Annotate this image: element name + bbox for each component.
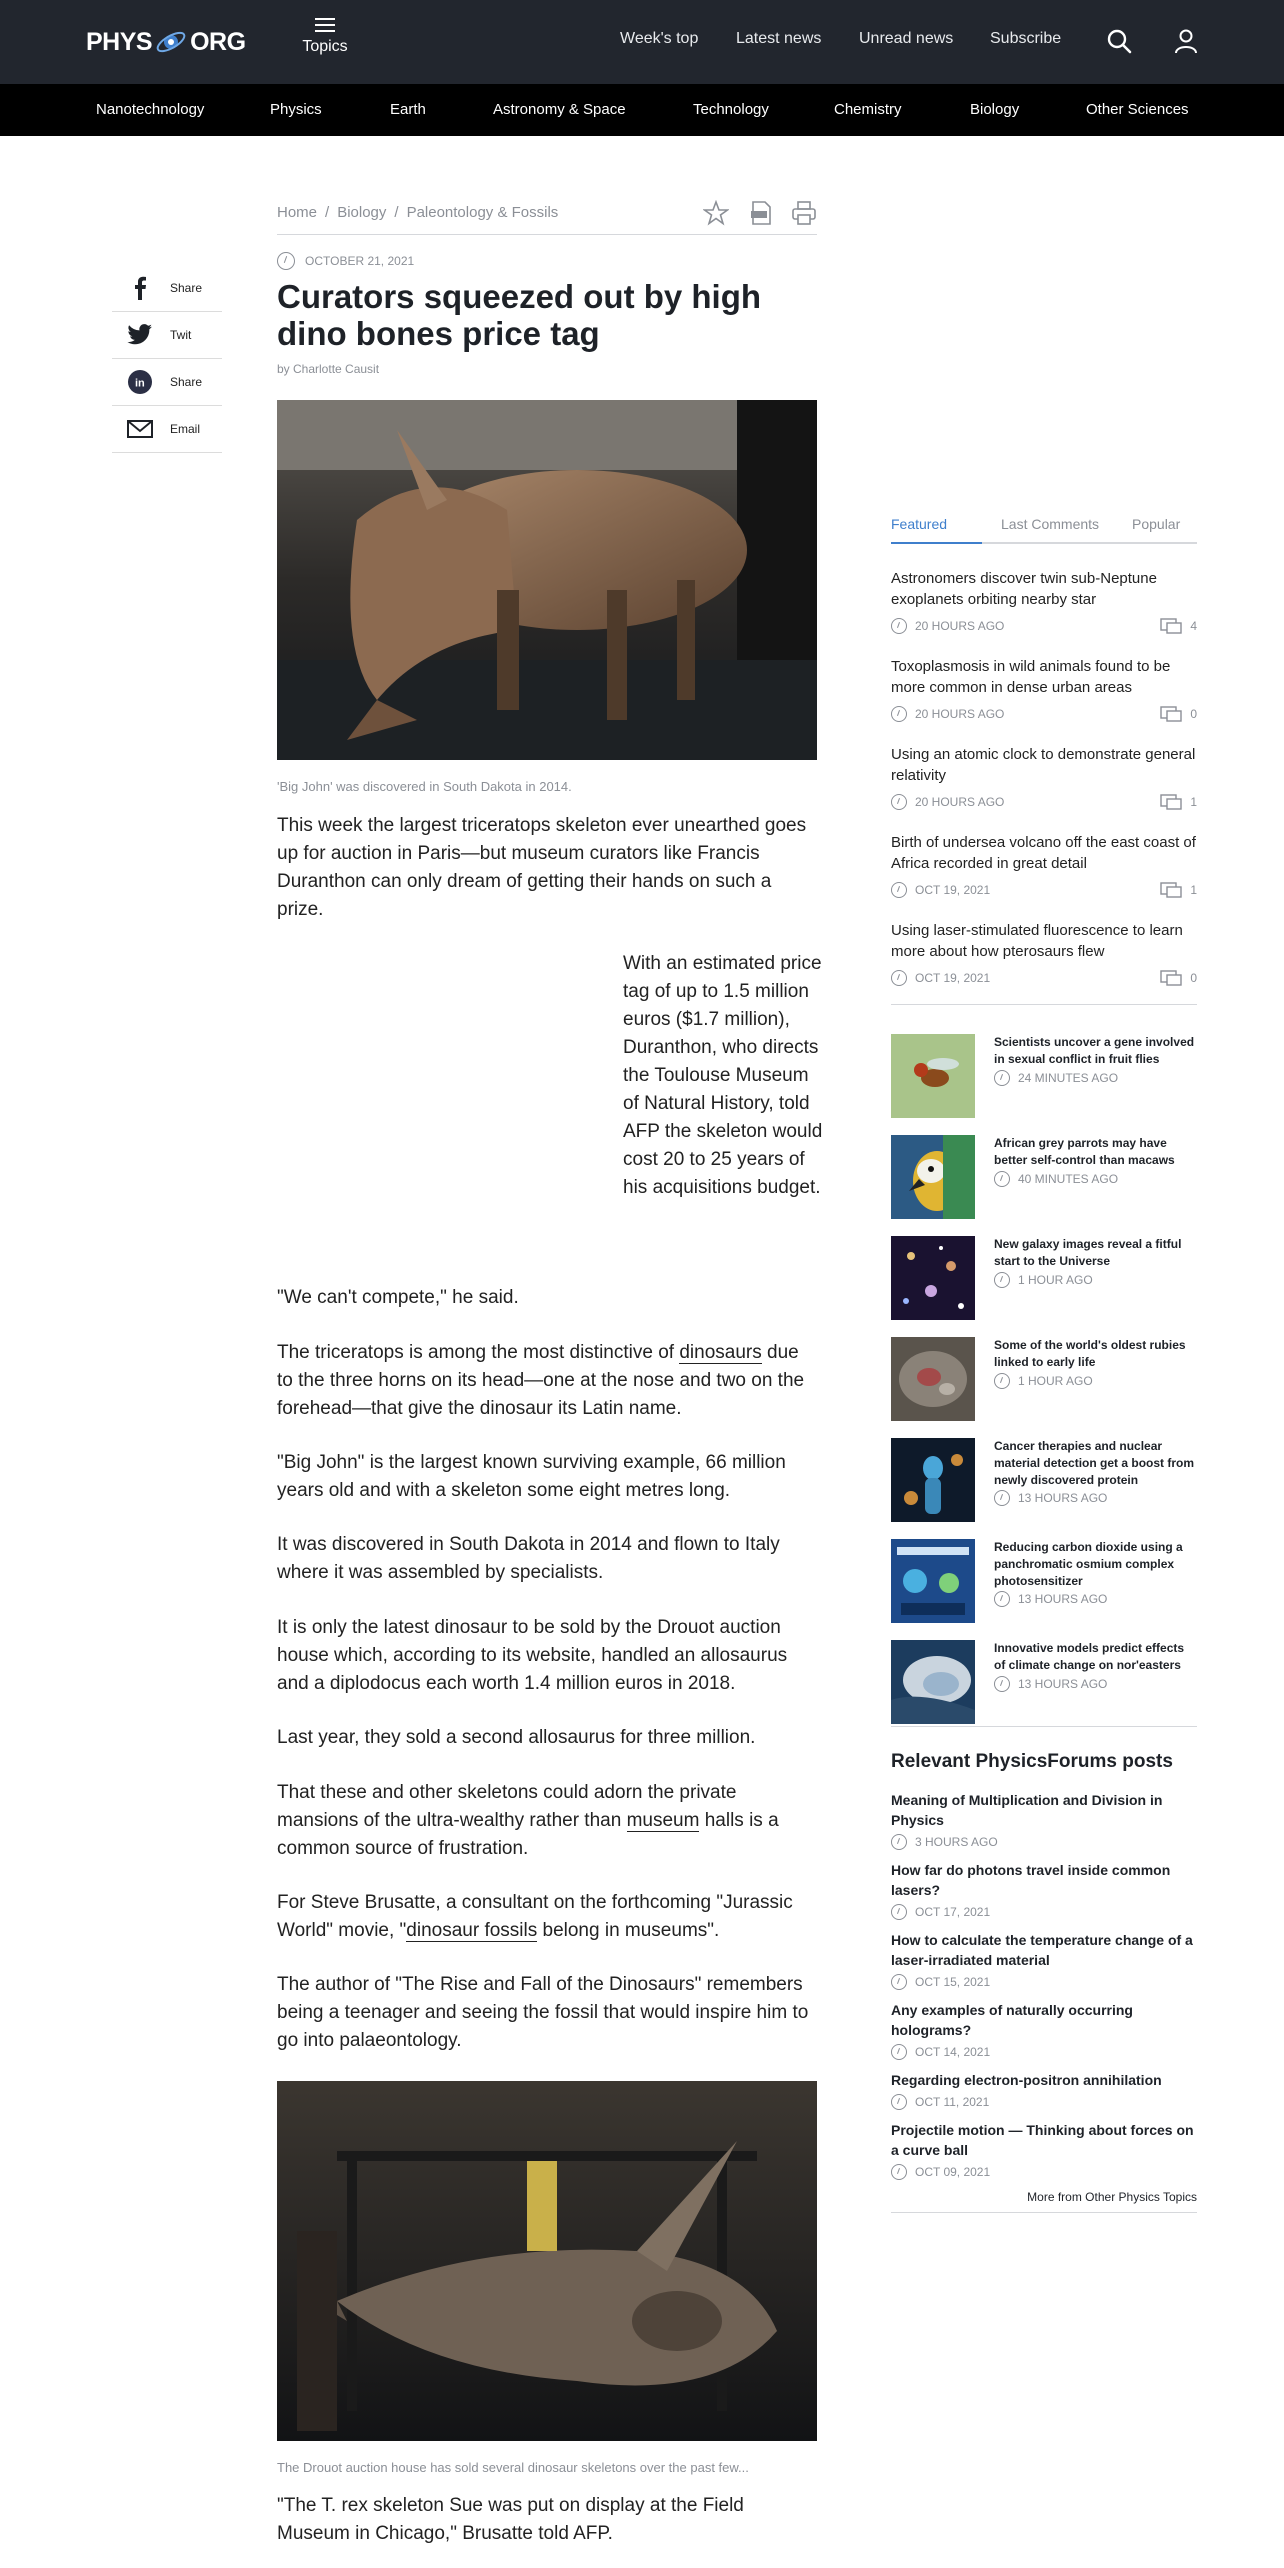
carbon-dioxide-thumbnail (891, 1539, 975, 1623)
forum-post-title[interactable]: Meaning of Multiplication and Division in Physics (891, 1792, 1163, 1828)
paragraph-4-text-a: The triceratops is among the most distinctive of (277, 1342, 680, 1363)
comment-count: 1 (1190, 795, 1197, 809)
comment-count: 4 (1190, 619, 1197, 633)
featured-item-2[interactable] (891, 656, 1197, 722)
forum-post-time: OCT 17, 2021 (915, 1905, 991, 1919)
search-icon[interactable] (1105, 27, 1133, 55)
forum-post-title[interactable]: Projectile motion — Thinking about forces on a curve ball (891, 2122, 1194, 2158)
clock-icon (891, 1834, 907, 1850)
sidebar-tabs (891, 508, 1197, 544)
share-panel (112, 265, 222, 453)
comments-icon (1160, 794, 1182, 810)
forum-post-title[interactable]: How far do photons travel inside common lasers? (891, 1862, 1171, 1898)
clock-icon (994, 1373, 1010, 1389)
paragraph-9 (277, 1779, 817, 1863)
link-dinosaurs[interactable]: dinosaurs (679, 1342, 762, 1363)
clock-icon (891, 970, 907, 986)
news-item-7[interactable] (891, 1640, 1197, 1724)
article-title: Curators squeezed out by high dino bones price tag (277, 278, 762, 352)
tab-featured[interactable]: Featured (891, 516, 948, 532)
pdf-icon[interactable] (748, 200, 774, 226)
clock-icon (994, 1070, 1010, 1086)
share-email-button[interactable] (112, 406, 222, 453)
paragraph-9-text-b: halls is a common source of frustration. (277, 1810, 779, 1859)
clock-icon (994, 1272, 1010, 1288)
comment-count: 0 (1190, 707, 1197, 721)
triceratops-skeleton-image (277, 400, 817, 760)
clock-icon (891, 2164, 907, 2180)
comment-count: 1 (1190, 883, 1197, 897)
paragraph-8: Last year, they sold a second allosaurus for three million. (277, 1727, 756, 1748)
breadcrumb-divider (277, 234, 817, 235)
forum-post-5[interactable] (891, 2070, 1197, 2110)
forum-post-1[interactable] (891, 1790, 1197, 1850)
forum-post-time: OCT 09, 2021 (915, 2165, 991, 2179)
link-museum[interactable]: museum (626, 1810, 700, 1831)
share-linkedin-label: Share (170, 375, 203, 389)
logo-text-left: PHYS (86, 27, 153, 56)
paragraph-5: "Big John" is the largest known surviving example, 66 million years old and with a skeleton some eight metres long. (277, 1452, 786, 1501)
nav-unread-news[interactable]: Unread news (859, 30, 954, 47)
news-time: 1 HOUR AGO (1018, 1374, 1093, 1388)
comments-icon (1160, 882, 1182, 898)
topics-menu-button[interactable] (302, 18, 348, 56)
featured-item-5[interactable] (891, 920, 1197, 986)
category-earth[interactable]: Earth (390, 101, 426, 118)
category-physics[interactable]: Physics (270, 101, 322, 118)
featured-item-3[interactable] (891, 744, 1197, 810)
breadcrumb: Home / Biology / Paleontology & Fossils (277, 204, 559, 221)
category-astronomy-space[interactable]: Astronomy & Space (493, 101, 626, 118)
featured-item-1[interactable] (891, 568, 1197, 634)
comments-icon (1160, 970, 1182, 986)
forum-post-3[interactable] (891, 1930, 1197, 1990)
news-title[interactable]: Scientists uncover a gene involved in sexual conflict in fruit flies (994, 1035, 1195, 1066)
sidebar-divider (891, 1726, 1197, 1727)
hamburger-icon (315, 18, 335, 32)
photo-caption-2: The Drouot auction house has sold several dinosaur skeletons over the past few... (277, 2460, 749, 2475)
active-tab-indicator (891, 542, 982, 544)
topics-label: Topics (302, 38, 348, 55)
forum-post-title[interactable]: Any examples of naturally occurring holograms? (891, 2002, 1133, 2038)
forum-post-time: OCT 15, 2021 (915, 1975, 991, 1989)
news-time: 1 HOUR AGO (1018, 1273, 1093, 1287)
paragraph-11: The author of "The Rise and Fall of the Dinosaurs" remembers being a teenager and seeing the fossil that would inspire him to go into palaeontology. (277, 1974, 809, 2051)
featured-time: 20 HOURS AGO (915, 795, 1005, 809)
news-item-5[interactable] (891, 1438, 1197, 1522)
breadcrumb-biology[interactable]: Biology (337, 204, 387, 221)
sidebar-divider (891, 1004, 1197, 1005)
featured-time: 20 HOURS AGO (915, 619, 1005, 633)
news-item-2[interactable] (891, 1135, 1197, 1219)
comments-icon (1160, 706, 1182, 722)
news-time: 13 HOURS AGO (1018, 1592, 1108, 1606)
forum-post-title[interactable]: Regarding electron-positron annihilation (891, 2072, 1162, 2088)
bookmark-star-icon[interactable] (703, 200, 729, 226)
paragraph-10-text-b: belong in museums". (537, 1920, 720, 1941)
news-title[interactable]: New galaxy images reveal a fitful start to the Universe (994, 1237, 1182, 1268)
clock-icon (994, 1591, 1010, 1607)
clock-icon (891, 2094, 907, 2110)
news-item-1[interactable] (891, 1034, 1197, 1118)
svg-text:in: in (135, 377, 145, 390)
article-date (277, 252, 414, 270)
news-time: 40 MINUTES AGO (1018, 1172, 1119, 1186)
featured-title[interactable]: Using laser-stimulated fluorescence to learn more about how pterosaurs flew (891, 922, 1183, 960)
link-dinosaur-fossils[interactable]: dinosaur fossils (406, 1920, 538, 1941)
clock-icon (994, 1676, 1010, 1692)
forum-post-title[interactable]: How to calculate the temperature change of a laser-irradiated material (891, 1932, 1193, 1968)
logo-text-right: ORG (190, 27, 246, 56)
forum-post-6[interactable] (891, 2120, 1197, 2180)
forum-post-time: OCT 11, 2021 (915, 2095, 990, 2109)
news-time: 24 MINUTES AGO (1018, 1071, 1119, 1085)
nav-weeks-top[interactable]: Week's top (620, 30, 699, 47)
forums-heading: Relevant PhysicsForums posts (891, 1751, 1173, 1772)
parrot-thumbnail (891, 1135, 975, 1219)
news-title[interactable]: Some of the world's oldest rubies linked to early life (994, 1338, 1186, 1369)
featured-title[interactable]: Toxoplasmosis in wild animals found to be more common in dense urban areas (891, 658, 1171, 696)
paragraph-4-text-b: due to the three horns on its head—one at the nose and two on the forehead—that give the dinosaur its Latin name. (277, 1342, 805, 1419)
featured-title[interactable]: Using an atomic clock to demonstrate general relativity (891, 746, 1196, 784)
featured-item-4[interactable] (891, 832, 1197, 898)
featured-title[interactable]: Astronomers discover twin sub-Neptune exoplanets orbiting nearby star (891, 570, 1157, 608)
forum-post-4[interactable] (891, 2000, 1197, 2060)
paragraph-6: It was discovered in South Dakota in 2014 and flown to Italy where it was assembled by specialists. (277, 1534, 780, 1583)
clock-icon (891, 1974, 907, 1990)
news-title[interactable]: African grey parrots may have better self-control than macaws (994, 1136, 1175, 1167)
news-item-3[interactable] (891, 1236, 1197, 1320)
forum-post-time: OCT 14, 2021 (915, 2045, 991, 2059)
site-logo[interactable] (86, 24, 246, 60)
featured-time: OCT 19, 2021 (915, 883, 991, 897)
breadcrumb-paleontology[interactable]: Paleontology & Fossils (406, 204, 559, 221)
share-linkedin-button[interactable] (112, 359, 222, 406)
sidebar-divider (891, 2212, 1197, 2213)
article-photo-skull[interactable] (277, 2081, 817, 2441)
noreaster-storm-thumbnail (891, 1640, 975, 1724)
more-forums-link[interactable]: More from Other Physics Topics (1027, 2190, 1197, 2204)
news-title[interactable]: Reducing carbon dioxide using a panchromatic osmium complex photosensitizer (994, 1540, 1183, 1588)
category-other-sciences[interactable]: Other Sciences (1086, 101, 1189, 118)
news-item-4[interactable] (891, 1337, 1197, 1421)
featured-time: OCT 19, 2021 (915, 971, 991, 985)
email-icon (124, 416, 156, 442)
paragraph-3: "We can't compete," he said. (277, 1287, 519, 1308)
paragraph-4 (277, 1339, 817, 1423)
ruby-thumbnail (891, 1337, 975, 1421)
article-byline: by Charlotte Causit (277, 362, 380, 376)
tab-last-comments[interactable]: Last Comments (1001, 516, 1100, 532)
article-photo-big-john[interactable] (277, 400, 817, 760)
forum-post-time: 3 HOURS AGO (915, 1835, 998, 1849)
paragraph-1: This week the largest triceratops skeleton ever unearthed goes up for auction in Paris—but museum curators like Francis Duranthon can only dream of getting their hands on such a prize. (277, 815, 807, 920)
news-title[interactable]: Cancer therapies and nuclear material detection get a boost from newly discovered protein (994, 1439, 1195, 1487)
share-twitter-label: Twit (170, 328, 192, 342)
nav-subscribe[interactable]: Subscribe (990, 30, 1062, 47)
facebook-icon (124, 275, 156, 301)
triceratops-skull-image (277, 2081, 817, 2441)
galaxy-thumbnail (891, 1236, 975, 1320)
clock-icon (891, 794, 907, 810)
featured-title[interactable]: Birth of undersea volcano off the east coast of Africa recorded in great detail (891, 834, 1196, 872)
clock-icon (891, 1904, 907, 1920)
article-date-text: OCTOBER 21, 2021 (305, 254, 415, 268)
cancer-therapy-thumbnail (891, 1438, 975, 1522)
photo-caption-1: 'Big John' was discovered in South Dakota in 2014. (277, 779, 572, 794)
print-icon[interactable] (791, 200, 817, 226)
comment-count: 0 (1190, 971, 1197, 985)
paragraph-12: "The T. rex skeleton Sue was put on display at the Field Museum in Chicago," Brusatte told AFP. (277, 2495, 744, 2544)
category-nanotechnology[interactable]: Nanotechnology (96, 101, 205, 118)
forum-post-2[interactable] (891, 1860, 1197, 1920)
share-twitter-button[interactable] (112, 312, 222, 359)
twitter-icon (124, 322, 156, 348)
featured-time: 20 HOURS AGO (915, 707, 1005, 721)
paragraph-9-text-a: That these and other skeletons could adorn the private mansions of the ultra-wealthy rather than (277, 1782, 737, 1831)
paragraph-2: With an estimated price tag of up to 1.5 million euros ($1.7 million), Duranthon, who directs the Toulouse Museum of Natural History, told AFP the skeleton would cost 20 to 25 years of his acquisitions budget. (623, 953, 823, 1198)
logo-atom-icon (154, 25, 188, 59)
paragraph-10 (277, 1889, 817, 1945)
news-item-6[interactable] (891, 1539, 1197, 1623)
category-biology[interactable]: Biology (970, 101, 1020, 118)
category-bar (0, 84, 1284, 136)
linkedin-icon (124, 369, 156, 395)
nav-latest-news[interactable]: Latest news (736, 30, 822, 47)
share-email-label: Email (170, 422, 201, 436)
clock-icon (891, 618, 907, 634)
fruit-fly-thumbnail (891, 1034, 975, 1118)
share-facebook-label: Share (170, 281, 203, 295)
news-title[interactable]: Innovative models predict effects of climate change on nor'easters (994, 1641, 1185, 1672)
news-time: 13 HOURS AGO (1018, 1491, 1108, 1505)
comments-icon (1160, 618, 1182, 634)
breadcrumb-home[interactable]: Home (277, 204, 318, 221)
clock-icon (994, 1490, 1010, 1506)
clock-icon (277, 252, 295, 270)
top-header (0, 0, 1284, 84)
clock-icon (891, 882, 907, 898)
news-time: 13 HOURS AGO (1018, 1677, 1108, 1691)
category-technology[interactable]: Technology (693, 101, 769, 118)
clock-icon (891, 2044, 907, 2060)
clock-icon (891, 706, 907, 722)
category-chemistry[interactable]: Chemistry (834, 101, 902, 118)
paragraph-7: It is only the latest dinosaur to be sold by the Drouot auction house which, according to its website, handled an allosaurus and a diplodocus each worth 1.4 million euros in 2018. (277, 1617, 788, 1694)
clock-icon (994, 1171, 1010, 1187)
share-facebook-button[interactable] (112, 265, 222, 312)
user-icon[interactable] (1172, 27, 1200, 55)
paragraph-10-text-a: For Steve Brusatte, a consultant on the forthcoming "Jurassic World" movie, " (277, 1892, 793, 1941)
tab-popular[interactable]: Popular (1132, 516, 1181, 532)
